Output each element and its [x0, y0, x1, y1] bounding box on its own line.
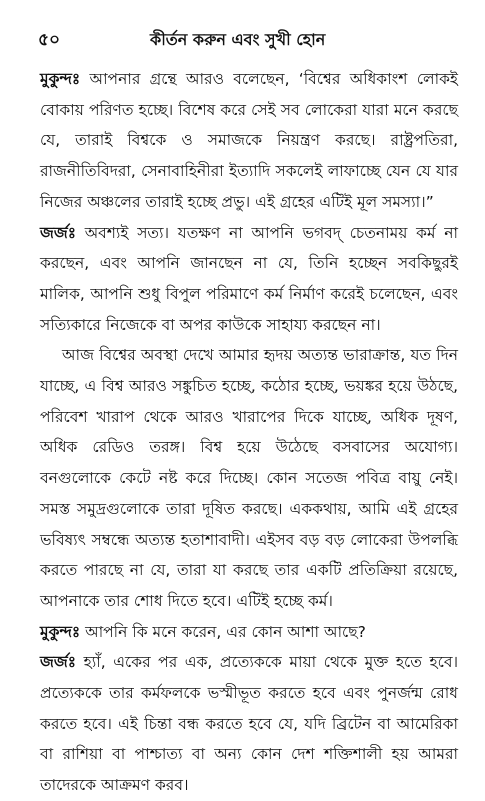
paragraph-george-1: [40, 218, 458, 341]
speaker-label: মুকুন্দঃ: [40, 622, 81, 641]
paragraph-george-2: [40, 647, 458, 801]
speaker-label: জর্জঃ: [40, 653, 76, 672]
paragraph-text: হ্যাঁ, একের পর এক, প্রত্যেককে মায়া থেকে মুক্ত হতে হবে। প্রত্যেককে তার কর্মফলকে ভস্মীভূত করতে হবে এবং পুনর্জন্ম রোধ করতে হবে। এই চিন্তা বন্ধ করতে হবে যে, যদি ব্রিটেন বা আমেরিকা বা রাশিয়া বা পাশ্চাত্য বা অন্য কোন দেশ শক্তিশালী হয় আমরা তাদেরকে আক্রমণ করব।: [40, 653, 458, 795]
speaker-label: মুকুন্দঃ: [40, 70, 81, 88]
running-title: কীর্তন করুন এবং সুখী হোন: [150, 30, 326, 49]
page-header: [38, 28, 458, 52]
paragraph-text: আপনার গ্রন্থে আরও বলেছেন, ‘বিশ্বের অধিকাংশ লোকই বোকায় পরিণত হচ্ছে। বিশেষ করে সেই সব লোকেরা যারা মনে করছে যে, তারাই বিশ্বকে ও সমাজকে নিয়ন্ত্রণ করছে। রাষ্ট্রপতিরা, রাজনীতিবিদরা, সেনাবাহিনীরা ইত্যাদি সকলেই লাফাচ্ছে যেন যে যার নিজের অঞ্চলের তারাই হচ্ছে প্রভু। এই গ্রহের এটিই মূল সমস্যা।”: [40, 70, 458, 211]
paragraph-text: আজ বিশ্বের অবস্থা দেখে আমার হৃদয় অত্যন্ত ভারাক্রান্ত, যত দিন যাচ্ছে, এ বিশ্ব আরও সঙ্কুচিত হচ্ছে, কঠোর হচ্ছে, ভয়ঙ্কর হয়ে উঠছে, পরিবেশ খারাপ থেকে আরও খারাপের দিকে যাচ্ছে, অধিক দূষণ, অধিক রেডিও তরঙ্গ। বিশ্ব হয়ে উঠেছে বসবাসের অযোগ্য। বনগুলোকে কেটে নষ্ট করে দিচ্ছে। কোন সতেজ পবিত্র বায়ু নেই। সমস্ত সমুদ্রগুলোকে তারা দূষিত করছে। এককথায়, আমি এই গ্রহের ভবিষ্যৎ সম্বন্ধে অত্যন্ত হতাশাবাদী। এইসব বড় বড় লোকেরা উপলব্ধি করতে পারছে না যে, তারা যা করছে তার একটি প্রতিক্রিয়া রয়েছে, আপনাকে তার শোধ দিতে হবে। এটিই হচ্ছে কর্ম।: [40, 346, 458, 610]
paragraph-text: আপনি কি মনে করেন, এর কোন আশা আছে?: [80, 622, 366, 641]
paragraph-george-continued: [40, 340, 458, 616]
page-number: ৫০: [38, 30, 61, 50]
paragraph-mukunda-1: [40, 64, 458, 218]
paragraph-mukunda-2: [40, 617, 458, 648]
page-body: [40, 64, 458, 801]
paragraph-text: অবশ্যই সত্য। যতক্ষণ না আপনি ভগবদ্ চেতনাময় কর্ম না করছেন, এবং আপনি জানছেন না যে, তিনি হচ্ছেন সবকিছুরই মালিক, আপনি শুধু বিপুল পরিমাণে কর্ম নির্মাণ করেই চলেছেন, এবং সত্যিকারে নিজেকে বা অপর কাউকে সাহায্য করছেন না।: [40, 223, 458, 334]
speaker-label: জর্জঃ: [40, 223, 76, 242]
